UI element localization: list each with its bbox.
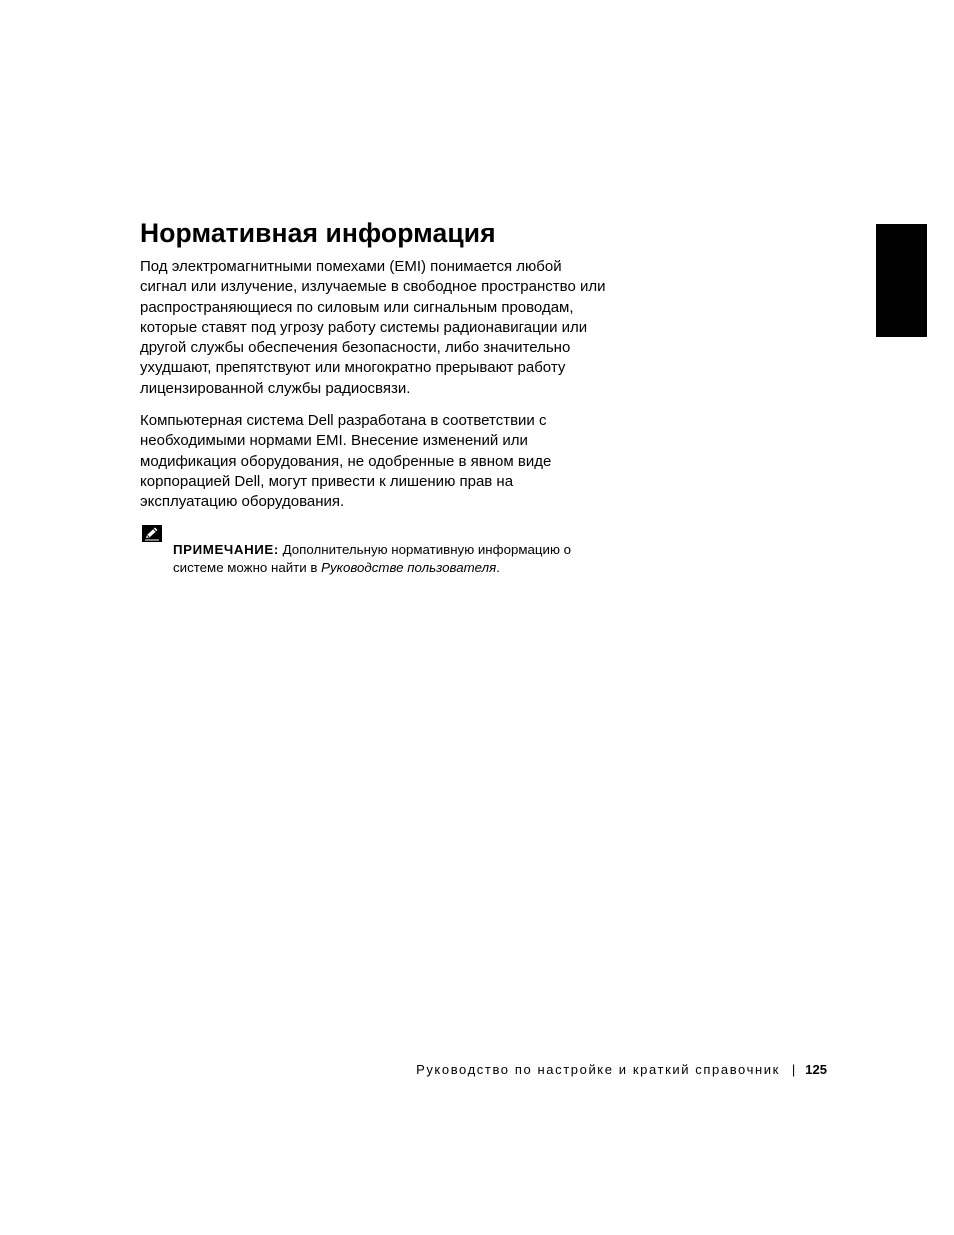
footer-separator: | <box>791 1062 796 1077</box>
page-title: Нормативная информация <box>140 218 496 248</box>
page-footer <box>416 1061 827 1079</box>
paragraph-dell-compliance: Компьютерная система Dell разработана в соответствии с необходимыми нормами EMI. Внесение изменений или модификация оборудования, не одобренные в явном виде корпорацией Dell, могут привести к лишению прав на эксплуатацию оборудования. <box>140 412 552 511</box>
paragraph-emi-definition: Под электромагнитными помехами (EMI) понимается любой сигнал или излучение, излучаемые в свободное пространство или распространяющиеся по силовым или сигнальным проводам, которые ставят под угрозу работу системы радионавигации или другой службы обеспечения безопасности, либо значительно ухудшают, препятствуют или многократно прерывают работу лицензированной службы радиосвязи. <box>140 258 606 397</box>
footer-text: Руководство по настройке и краткий справочник <box>416 1062 780 1077</box>
note-end: . <box>496 559 500 575</box>
note-label: ПРИМЕЧАНИЕ: <box>173 542 279 558</box>
pencil-note-icon <box>142 525 162 542</box>
note-text: Дополнительную нормативную информацию о системе можно найти в <box>173 542 572 575</box>
note-italic-reference: Руководстве пользователя <box>321 559 497 575</box>
section-tab-marker <box>876 224 927 337</box>
page-number: 125 <box>805 1062 827 1077</box>
note-block <box>140 524 640 577</box>
main-content <box>140 213 640 576</box>
